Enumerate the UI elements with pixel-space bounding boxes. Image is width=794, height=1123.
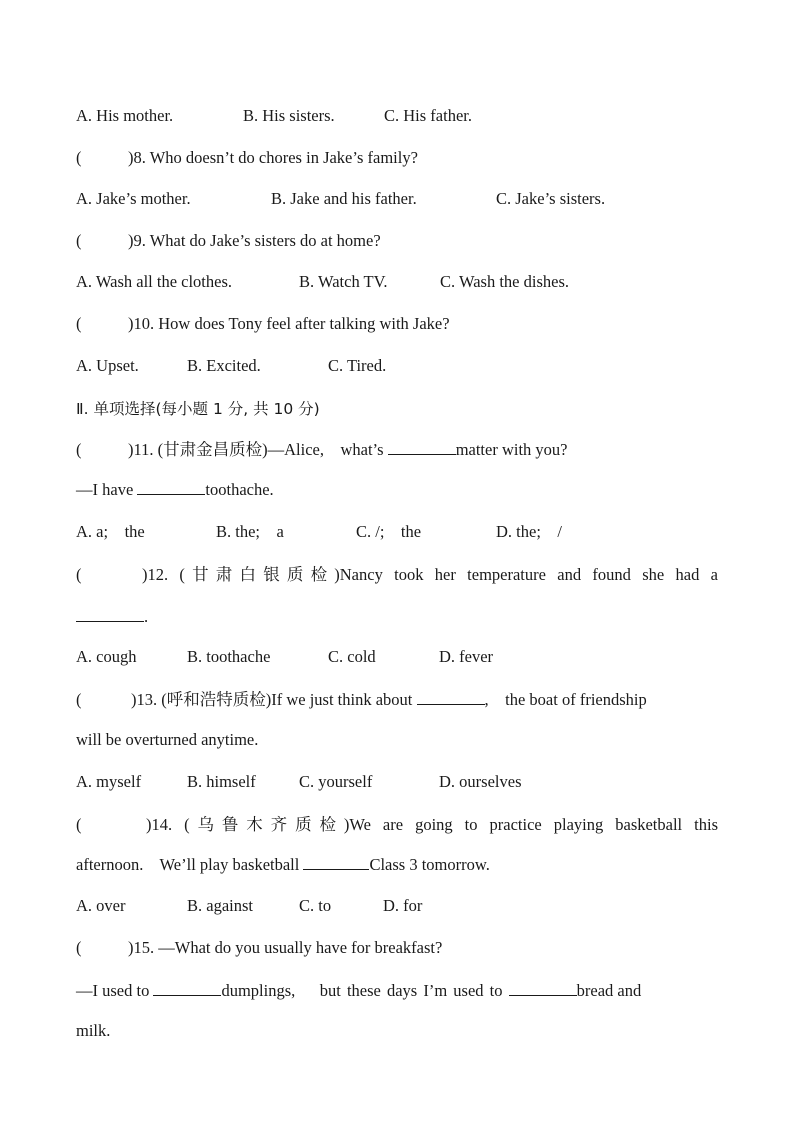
answer-blank bbox=[388, 439, 456, 455]
q15-line3: milk. bbox=[76, 1021, 111, 1040]
answer-paren: ( bbox=[76, 815, 82, 834]
q8-options bbox=[76, 188, 718, 210]
q11-line2-part1: —I have bbox=[76, 480, 138, 499]
q8-option-a: A. Jake’s mother. bbox=[76, 189, 191, 208]
q9-question: )9. What do Jake’s sisters do at home? bbox=[128, 231, 381, 250]
q12-line2 bbox=[76, 606, 718, 628]
q11-line2-part2: toothache. bbox=[205, 480, 274, 499]
q15-question: )15. —What do you usually have for breakfast? bbox=[128, 938, 443, 957]
answer-paren: ( bbox=[76, 148, 82, 167]
q12-option-a: A. cough bbox=[76, 647, 137, 666]
q7-option-c: C. His father. bbox=[384, 106, 472, 125]
q13-question-part1: )13. (呼和浩特质检)If we just think about bbox=[131, 690, 417, 709]
answer-blank bbox=[417, 689, 485, 705]
q12-option-c: C. cold bbox=[328, 647, 376, 666]
q12-tail: . bbox=[144, 607, 149, 626]
q11-option-c: C. /; the bbox=[356, 522, 422, 541]
q9-option-b: B. Watch TV. bbox=[299, 272, 388, 291]
q8-option-c: C. Jake’s sisters. bbox=[496, 189, 606, 208]
q8-question: )8. Who doesn’t do chores in Jake’s family? bbox=[128, 148, 418, 167]
q10-option-b: B. Excited. bbox=[187, 356, 261, 375]
q7-option-b: B. His sisters. bbox=[243, 106, 335, 125]
q14-option-a: A. over bbox=[76, 896, 126, 915]
q9-option-a: A. Wash all the clothes. bbox=[76, 272, 233, 291]
q14-line2-part1: afternoon. We’ll play basketball bbox=[76, 855, 304, 874]
q12-option-b: B. toothache bbox=[187, 647, 271, 666]
answer-blank bbox=[303, 854, 369, 870]
q8-stem bbox=[76, 147, 718, 169]
answer-paren: ( bbox=[76, 690, 82, 709]
q10-option-a: A. Upset. bbox=[76, 356, 139, 375]
q12-option-d: D. fever bbox=[439, 647, 494, 666]
q11-question-part1: )11. (甘肃金昌质检)—Alice, what’s bbox=[128, 440, 388, 459]
q11-options bbox=[76, 521, 718, 543]
q15-line2 bbox=[76, 980, 718, 1002]
q11-line2 bbox=[76, 479, 718, 501]
q11-option-a: A. a; the bbox=[76, 522, 145, 541]
q15-line2-part3: bread and bbox=[576, 981, 642, 1000]
q10-options bbox=[76, 355, 718, 377]
answer-paren: ( bbox=[76, 938, 82, 957]
q11-option-b: B. the; a bbox=[216, 522, 284, 541]
q9-stem bbox=[76, 230, 718, 252]
answer-blank bbox=[137, 479, 205, 495]
q7-option-a: A. His mother. bbox=[76, 106, 174, 125]
q13-stem bbox=[76, 689, 718, 711]
q14-line2-part2: Class 3 tomorrow. bbox=[369, 855, 490, 874]
answer-paren: ( bbox=[76, 565, 82, 584]
q14-option-b: B. against bbox=[187, 896, 253, 915]
q11-question-part2: matter with you? bbox=[455, 440, 568, 459]
q11-stem bbox=[76, 439, 718, 461]
q8-option-b: B. Jake and his father. bbox=[271, 189, 417, 208]
q13-line2: will be overturned anytime. bbox=[76, 730, 259, 749]
q14-stem bbox=[76, 814, 718, 836]
q15-stem bbox=[76, 937, 718, 959]
answer-blank bbox=[76, 606, 144, 622]
q10-option-c: C. Tired. bbox=[328, 356, 387, 375]
q9-options bbox=[76, 271, 718, 293]
q9-option-c: C. Wash the dishes. bbox=[440, 272, 569, 291]
q13-option-c: C. yourself bbox=[299, 772, 373, 791]
q14-line2 bbox=[76, 854, 718, 876]
q12-question: )12. (甘肃白银质检)Nancy took her temperature and found she had a bbox=[142, 565, 718, 584]
q12-options bbox=[76, 646, 718, 668]
answer-paren: ( bbox=[76, 314, 82, 333]
q14-question: )14. (乌鲁木齐质检)We are going to practice playing basketball this bbox=[146, 815, 718, 834]
q14-options bbox=[76, 895, 718, 917]
q11-option-d: D. the; / bbox=[496, 522, 562, 541]
q10-stem bbox=[76, 313, 718, 335]
q13-question-part2: , the boat of friendship bbox=[484, 690, 647, 709]
q7-options bbox=[76, 105, 718, 127]
q14-option-c: C. to bbox=[299, 896, 332, 915]
q14-option-d: D. for bbox=[383, 896, 423, 915]
q15-line2-part1: —I used to bbox=[76, 981, 154, 1000]
section-heading: Ⅱ. 单项选择(每小题 1 分, 共 10 分) bbox=[76, 400, 320, 418]
q13-option-b: B. himself bbox=[187, 772, 256, 791]
answer-blank bbox=[509, 980, 577, 996]
q10-question: )10. How does Tony feel after talking with Jake? bbox=[128, 314, 450, 333]
answer-blank bbox=[153, 980, 221, 996]
answer-paren: ( bbox=[76, 231, 82, 250]
q13-options bbox=[76, 771, 718, 793]
answer-paren: ( bbox=[76, 440, 82, 459]
q12-stem bbox=[76, 564, 718, 586]
q13-option-d: D. ourselves bbox=[439, 772, 522, 791]
q15-line2-part2: dumplings, but these days I’m used to bbox=[221, 981, 509, 1000]
q13-option-a: A. myself bbox=[76, 772, 142, 791]
